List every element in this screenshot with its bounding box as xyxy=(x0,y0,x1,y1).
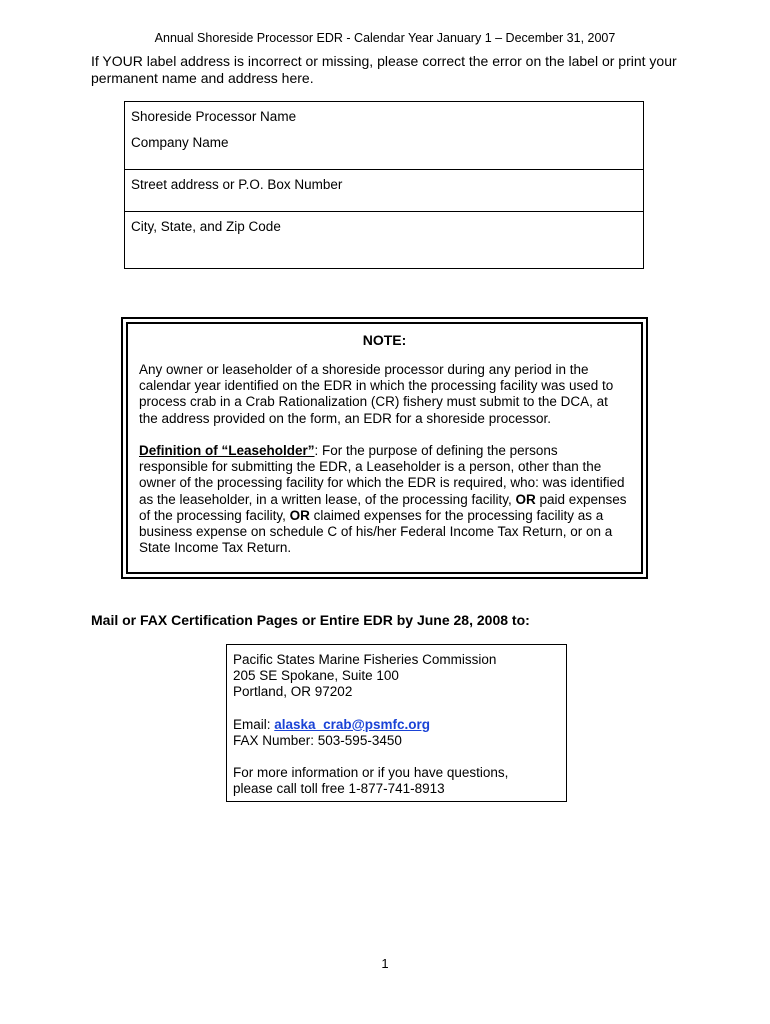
address-form xyxy=(124,101,644,269)
street-address: 205 SE Spokane, Suite 100 xyxy=(233,668,399,684)
email-line xyxy=(233,717,566,733)
info-line-2: please call toll free 1-877-741-8913 xyxy=(233,781,445,797)
city-state-zip-label: City, State, and Zip Code xyxy=(131,219,281,234)
fax-number: FAX Number: 503-595-3450 xyxy=(233,732,402,748)
page-number: 1 xyxy=(381,956,389,971)
processor-name-label: Shoreside Processor Name xyxy=(131,109,297,124)
note-title: NOTE: xyxy=(362,332,407,348)
note-box-inner xyxy=(126,322,643,574)
street-address-field[interactable] xyxy=(125,170,643,212)
definition-text-2: paid expenses of the processing facility, xyxy=(139,491,627,523)
city-state-zip-field[interactable] xyxy=(125,212,643,268)
company-name-field[interactable] xyxy=(125,135,643,170)
email-link[interactable]: alaska_crab@psmfc.org xyxy=(274,716,431,732)
intro-instructions: If YOUR label address is incorrect or missing, please correct the error on the label or print your permanent name and address here. xyxy=(91,53,677,86)
page-header: Annual Shoreside Processor EDR - Calendar Year January 1 – December 31, 2007 xyxy=(154,31,616,45)
note-paragraph: Any owner or leaseholder of a shoreside processor during any period in the calendar year identified on the EDR in which the processing facility was used to process crab in a Crab Rationalization (CR) fishery must submit to the DCA, at the address provided on the form, an EDR for a shoreside processor. xyxy=(139,362,614,426)
email-label: Email: xyxy=(233,716,275,732)
street-address-label: Street address or P.O. Box Number xyxy=(131,177,343,192)
leaseholder-definition xyxy=(139,443,629,556)
or-emphasis-1: OR xyxy=(515,491,536,507)
definition-text-3: claimed expenses for the processing facility as a business expense on schedule C of his/her Federal Income Tax Return, or on a State Income Tax Return. xyxy=(139,507,613,556)
contact-box xyxy=(226,644,567,802)
definition-text-1: : For the purpose of defining the persons responsible for submitting the EDR, a Leaseholder is a person, other than the owner of the processing facility for which the EDR is required, who: was identified as the leaseholder, in a written lease, of the processing facility, xyxy=(139,443,625,507)
note-box xyxy=(121,317,648,579)
info-line-1: For more information or if you have questions, xyxy=(233,765,509,781)
city-address: Portland, OR 97202 xyxy=(233,684,353,700)
company-name-label: Company Name xyxy=(131,135,229,150)
definition-term: Definition of “Leaseholder” xyxy=(139,443,315,458)
or-emphasis-2: OR xyxy=(289,507,310,523)
organization-name: Pacific States Marine Fisheries Commission xyxy=(233,652,497,667)
mail-heading: Mail or FAX Certification Pages or Entire EDR by June 28, 2008 to: xyxy=(91,612,530,628)
